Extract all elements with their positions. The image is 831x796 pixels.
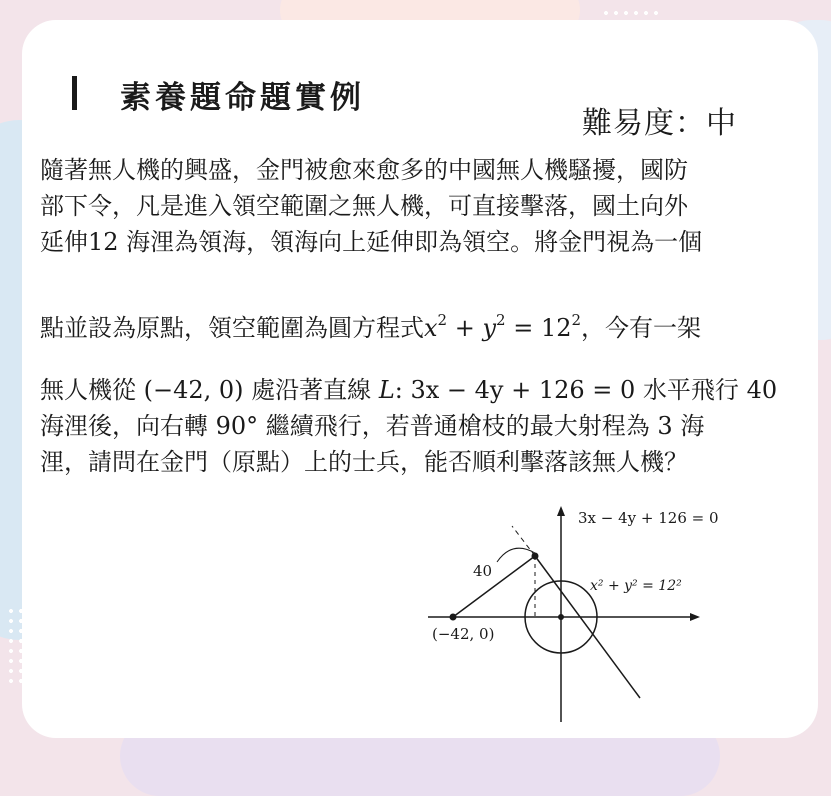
problem-text: 點並設為原點，領空範圍為圓方程式	[40, 314, 424, 342]
origin-marker	[558, 614, 564, 620]
line-equation: : 3x − 4y + 126 = 0	[394, 376, 636, 404]
problem-text: ，今有一架	[581, 314, 702, 342]
circle-equation-label: x² + y² = 12²	[590, 578, 682, 594]
equation-rhs: = 12	[505, 314, 572, 342]
equation-plus: +	[447, 314, 483, 342]
flight-path-segment	[453, 556, 535, 617]
problem-line: 部下令，凡是進入領空範圍之無人機，可直接擊落，國土向外	[40, 192, 688, 220]
exponent: 2	[571, 311, 582, 329]
problem-line: 浬，請問在金門（原點）上的士兵，能否順利擊落該無人機？	[40, 448, 688, 476]
problem-text: 水平飛行 40	[642, 376, 778, 404]
problem-text: 無人機從	[40, 376, 136, 404]
problem-line: 海浬後，向右轉 90° 繼續飛行，若普通槍枝的最大射程為 3 海	[40, 412, 705, 440]
equation-y: y	[482, 314, 497, 342]
line-name: L	[378, 376, 395, 404]
y-axis-arrow-icon	[557, 506, 565, 516]
x-axis-arrow-icon	[690, 613, 700, 621]
distance-label: 40	[473, 562, 493, 580]
line-equation-label: 3x − 4y + 126 = 0	[578, 509, 719, 527]
start-point: (−42, 0)	[143, 376, 244, 404]
equation-x: x	[424, 314, 438, 342]
turn-point-marker	[532, 553, 539, 560]
exponent: 2	[496, 311, 506, 329]
difficulty-label: 難易度：中	[582, 106, 737, 141]
page-title: 素養題命題實例	[120, 80, 365, 116]
start-point-marker	[450, 614, 457, 621]
problem-text: 處沿著直線	[251, 376, 372, 404]
start-point-label: (−42, 0)	[432, 625, 495, 643]
exponent: 2	[437, 311, 448, 329]
problem-line: 延伸12 海浬為領海，領海向上延伸即為領空。將金門視為一個	[40, 228, 703, 256]
problem-line: 隨著無人機的興盛，金門被愈來愈多的中國無人機騷擾，國防	[40, 156, 688, 184]
